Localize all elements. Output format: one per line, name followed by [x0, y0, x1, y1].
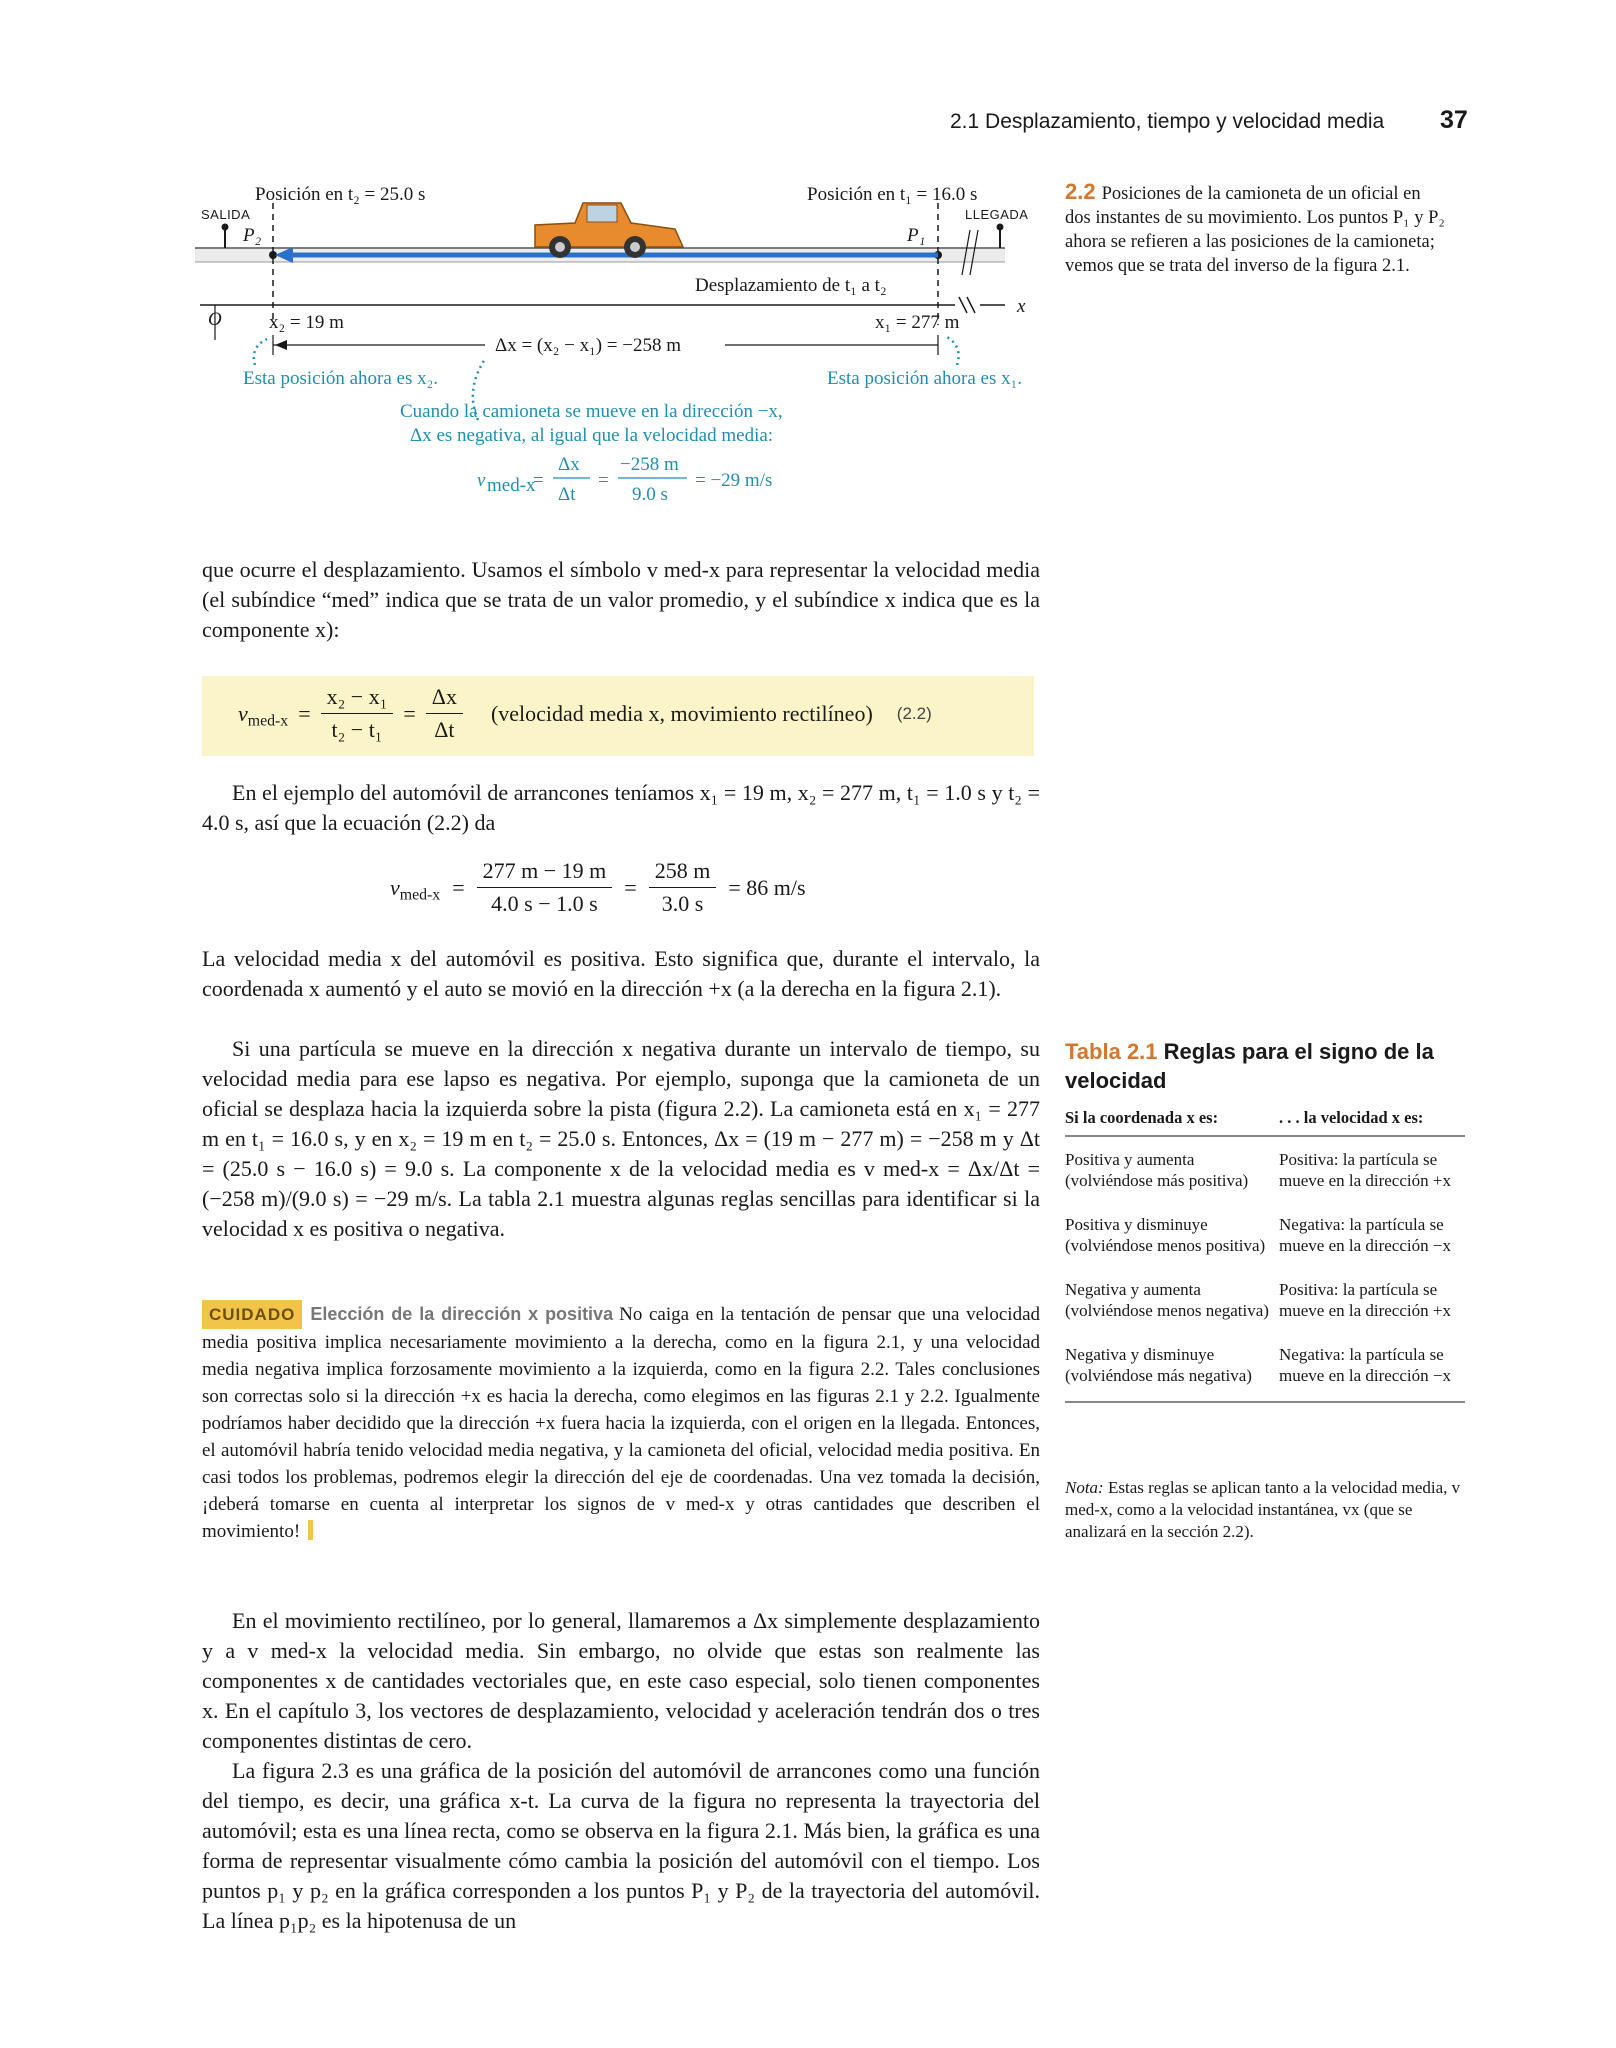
x2-value: x₂ = 19 m [269, 312, 344, 333]
eq22-num1: x₂ − x₁ [321, 684, 394, 714]
table-row [1065, 1202, 1465, 1267]
paragraph-3: La velocidad media x del automóvil es positiva. Esto significa que, durante el intervalo, la coordenada x aumentó y el auto se movió en la dirección +x (a la derecha en la figura 2.1). [202, 946, 1040, 1001]
eq22-tag: (2.2) [896, 703, 932, 723]
table-number: Tabla 2.1 [1065, 1039, 1158, 1064]
table-cell: Positiva: la partícula se mueve en la dirección +x [1279, 1279, 1451, 1320]
eq22-den2: Δt [434, 717, 455, 742]
label-p2: P₂ [243, 225, 262, 246]
table-cell: Negativa y disminuye (volviéndose más negativa) [1065, 1332, 1279, 1402]
axis-break [967, 297, 975, 313]
caption-number: 2.2 [1065, 179, 1096, 204]
equation-2-2: $v_{med-x}$ = $\frac{\text{x₂ − x₁}}{\text{t₂ − t₁}}$ = $\frac{\Delta x}{\Delta t}$ (velocidad media x, movimiento rectilíneo) (2.2) [238, 684, 932, 742]
table-note [1065, 1477, 1465, 1543]
table-row [1065, 1136, 1465, 1202]
page-number: 37 [1440, 106, 1468, 134]
eqex-num1: 277 m − 19 m [477, 858, 613, 888]
label-start-position: Posición en t₂ = 25.0 s [255, 184, 426, 205]
delta-x-arrowhead [275, 340, 287, 350]
eq-equals: = [598, 470, 609, 491]
eq22-description: (velocidad media x, movimiento rectilíneo) [490, 700, 873, 726]
table-cell: Negativa: la partícula se mueve en la dirección −x [1279, 1214, 1451, 1255]
delta-x-label: Δx = (x₂ − x₁) = −258 m [495, 335, 682, 356]
cuidado-title: Elección de la dirección x positiva [310, 1304, 614, 1324]
table-title [1065, 1037, 1465, 1095]
eqex-den1: 4.0 s − 1.0 s [491, 891, 598, 916]
note-x2: Esta posición ahora es x₂. [243, 368, 438, 389]
x-axis-label: x [1017, 296, 1026, 317]
eq-equals: = [533, 470, 544, 491]
eq-num2: −258 m [620, 454, 679, 475]
eqex-sub: med-x [399, 885, 441, 903]
eq-num1: Δx [558, 454, 580, 475]
eq-v: v [477, 470, 486, 491]
note-line1: Cuando la camioneta se mueve en la dirección −x, [400, 401, 783, 422]
eq-sub: med-x [487, 475, 536, 496]
label-salida: SALIDA [201, 207, 251, 222]
label-llegada: LLEGADA [965, 207, 1029, 222]
cuidado-text: No caiga en la tentación de pensar que una velocidad media positiva implica necesariamente movimiento a la derecha, como en la figura 2.1, y una velocidad media negativa implica forzosamente movimiento a la izquierda, como en la figura 2.2. Tales conclusiones son correctas solo si la dirección +x es hacia la derecha, como elegimos en las figuras 2.1 y 2.2. Igualmente podríamos haber decidido que la dirección +x fuera hacia la izquierda, con el origen en la llegada. Entonces, el automóvil habría tenido velocidad media negativa, y la camioneta del oficial, velocidad media positiva. En casi todos los problemas, podremos elegir la dirección del eje de coordenadas. Una vez tomada la decisión, ¡deberá tomarse en cuenta al interpretar los signos de v med-x y otras cantidades que describen el movimiento! [202, 1304, 1041, 1542]
figure-2-2 [195, 175, 1055, 515]
table-note-text: Estas reglas se aplican tanto a la velocidad media, v med-x, como a la velocidad instantánea, vx (que se analizará en la sección 2.2). [1065, 1478, 1461, 1541]
table-cell: Negativa y aumenta (volviéndose menos negativa) [1065, 1279, 1269, 1320]
note-line2: Δx es negativa, al igual que la velocidad media: [410, 425, 774, 446]
table-header: . . . la velocidad x es: [1279, 1105, 1465, 1136]
finish-post-top [997, 224, 1004, 231]
eqex-num2: 258 m [649, 858, 717, 888]
table-title-text: Reglas para el signo de la velocidad [1065, 1039, 1434, 1093]
table-row [1065, 1332, 1465, 1402]
table-header: Si la coordenada x es: [1065, 1105, 1279, 1136]
paragraph-6: La figura 2.3 es una gráfica de la posición del automóvil de arrancones como una función del tiempo, es decir, una gráfica x-t. La curva de la figura no representa la trayectoria del automóvil; esta es una línea recta, como se observa en la figura 2.1. Más bien, la gráfica es una forma de representar visualmente cómo cambia la posición del automóvil con el tiempo. Los puntos p₁ y p₂ en la gráfica corresponden a los puntos P₁ y P₂ de la trayectoria del automóvil. La línea p₁p₂ es la hipotenusa de un [202, 1758, 1040, 1933]
label-end-position: Posición en t₁ = 16.0 s [807, 184, 978, 205]
eqex-v: v [390, 874, 400, 900]
displacement-label: Desplazamiento de t₁ a t₂ [695, 275, 887, 296]
figure-caption [1065, 180, 1450, 278]
table-cell: Positiva y disminuye (volviéndose menos positiva) [1065, 1214, 1266, 1255]
start-post-top [222, 224, 229, 231]
table-cell: Negativa: la partícula se mueve en la dirección −x [1279, 1332, 1465, 1402]
eq-result: = −29 m/s [695, 470, 773, 491]
rules-table [1065, 1105, 1465, 1403]
eq22-den1: t₂ − t₁ [331, 717, 383, 742]
origin-label: O [208, 309, 222, 330]
eq-den2: 9.0 s [632, 484, 668, 505]
eq22-v: v [238, 700, 248, 726]
cuidado-end-mark [308, 1520, 313, 1540]
note-x2-arrow [254, 339, 267, 365]
x1-value: x₁ = 277 m [875, 312, 960, 333]
paragraph-2: En el ejemplo del automóvil de arrancones teníamos x₁ = 19 m, x₂ = 277 m, t₁ = 1.0 s y t₂ = 4.0 s, así que la ecuación (2.2) da [202, 780, 1040, 835]
eq22-sub: med-x [247, 711, 289, 729]
axis-break [959, 297, 967, 313]
caption-text: Posiciones de la camioneta de un oficial en dos instantes de su movimiento. Los puntos P₁ y P₂ ahora se refieren a las posiciones de la camioneta; vemos que se trata del inverso de la figura 2.1. [1065, 184, 1445, 276]
paragraph-1: que ocurre el desplazamiento. Usamos el símbolo v med-x para representar la velocidad media (el subíndice “med” indica que se trata de un valor promedio, y el subíndice x indica que es la componente x): [202, 557, 1040, 642]
table-header-row [1065, 1105, 1465, 1136]
table-cell: Positiva: la partícula se mueve en la dirección +x [1279, 1149, 1451, 1190]
eqex-den2: 3.0 s [661, 891, 704, 916]
eq-den1: Δt [558, 484, 576, 505]
paragraph-5: En el movimiento rectilíneo, por lo general, llamaremos a Δx simplemente desplazamiento y a v med-x la velocidad media. Sin embargo, no olvide que estas son realmente las componentes x de cantidades vectoriales que, en este caso especial, solo tienen componentes x. En el capítulo 3, los vectores de desplazamiento, velocidad y aceleración tendrán dos o tres componentes distintas de cero. [202, 1608, 1040, 1753]
eqex-result: = 86 m/s [728, 874, 806, 900]
cuidado-badge: CUIDADO [202, 1300, 302, 1329]
eq22-num2: Δx [426, 684, 463, 714]
table-cell: Positiva y aumenta (volviéndose más positiva) [1065, 1149, 1249, 1190]
paragraph-4: Si una partícula se mueve en la dirección x negativa durante un intervalo de tiempo, su velocidad media para ese lapso es negativa. Por ejemplo, suponga que la camioneta de un oficial se desplaza hacia la izquierda sobre la pista (figura 2.2). La camioneta está en x₁ = 277 m en t₁ = 16.0 s, y en x₂ = 19 m en t₂ = 25.0 s. Entonces, Δx = (19 m − 277 m) = −258 m y Δt = (25.0 s − 16.0 s) = 9.0 s. La componente x de la velocidad media es v med-x = Δx/Δt = (−258 m)/(9.0 s) = −29 m/s. La tabla 2.1 muestra algunas reglas sencillas para identificar si la velocidad x es positiva o negativa. [202, 1036, 1040, 1241]
table-row [1065, 1267, 1465, 1332]
equation-example: $v_{med-x}$ = $\frac{277 m - 19 m}{4.0 s - 1.0 s}$ = $\frac{258 m}{3.0 s}$ = 86 m/s [390, 858, 806, 916]
table-note-label: Nota: [1065, 1478, 1104, 1497]
label-p1: P₁ [907, 225, 926, 246]
cuidado-note [202, 1300, 1040, 1545]
running-head: 2.1 Desplazamiento, tiempo y velocidad media [950, 110, 1385, 133]
note-x1-arrow [947, 337, 959, 365]
equation-2-2-box [202, 676, 1034, 756]
note-x1: Esta posición ahora es x₁. [827, 368, 1022, 389]
